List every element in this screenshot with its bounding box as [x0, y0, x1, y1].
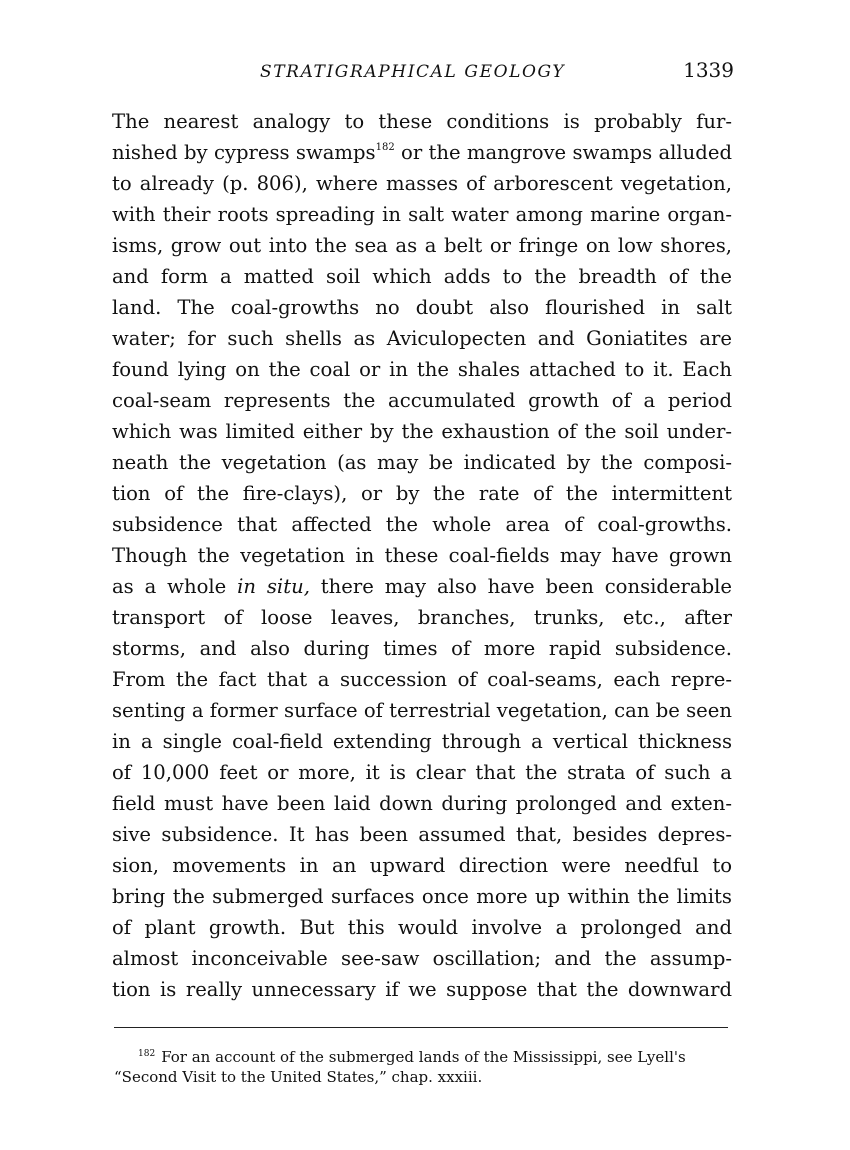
page-number: 1339 — [683, 58, 734, 82]
text-line: with their roots spreading in salt water among marine organ- — [112, 203, 732, 226]
text-line: tion is really unnecessary if we suppose that the downward — [112, 978, 732, 1001]
italic-phrase: in situ, — [237, 575, 310, 598]
text-line: in a single coal-field extending through a vertical thickness — [112, 730, 732, 753]
body-text — [112, 106, 732, 1005]
footnote-reference: 182 — [375, 142, 395, 153]
text-line: bring the submerged surfaces once more up within the limits — [112, 885, 732, 908]
text-line: isms, grow out into the sea as a belt or fringe on low shores, — [112, 234, 732, 257]
text-line: found lying on the coal or in the shales attached to it. Each — [112, 358, 732, 381]
text-line: land. The coal-growths no doubt also flourished in salt — [112, 296, 732, 319]
text-line: which was limited either by the exhaustion of the soil under- — [112, 420, 732, 443]
text-line: to already (p. 806), where masses of arborescent vegetation, — [112, 172, 732, 195]
footnote-rule — [114, 1027, 728, 1028]
text-line: nished by cypress swamps$^{182}$ or the mangrove swamps alluded — [112, 141, 732, 164]
footnote-line: $^{182}$ For an account of the submerged lands of the Mississippi, see Lyell's — [138, 1048, 686, 1066]
text-line: sive subsidence. It has been assumed that, besides depres- — [112, 823, 732, 846]
text-line: water; for such shells as Aviculopecten and Goniatites are — [112, 327, 732, 350]
footnote — [114, 1047, 734, 1087]
text-line: sion, movements in an upward direction were needful to — [112, 854, 732, 877]
text-line: neath the vegetation (as may be indicated by the composi- — [112, 451, 732, 474]
text-line: and form a matted soil which adds to the breadth of the — [112, 265, 732, 288]
text-line: senting a former surface of terrestrial vegetation, can be seen — [112, 699, 732, 722]
footnote-line: “Second Visit to the United States,” chap. xxxiii. — [114, 1068, 483, 1086]
text-line: almost inconceivable see-saw oscillation; and the assump- — [112, 947, 732, 970]
text-line: as a whole in situ, there may also have been considerable — [112, 575, 732, 598]
text-line: field must have been laid down during prolonged and exten- — [112, 792, 732, 815]
text-line: subsidence that affected the whole area of coal-growths. — [112, 513, 732, 536]
text-line: transport of loose leaves, branches, trunks, etc., after — [112, 606, 732, 629]
text-line: storms, and also during times of more rapid subsidence. — [112, 637, 732, 660]
running-head — [114, 58, 734, 88]
text-line: of plant growth. But this would involve a prolonged and — [112, 916, 732, 939]
text-line: tion of the fire-clays), or by the rate of the intermittent — [112, 482, 732, 505]
footnote-number: 182 — [138, 1049, 156, 1059]
text-line: of 10,000 feet or more, it is clear that the strata of such a — [112, 761, 732, 784]
text-line: From the fact that a succession of coal-seams, each repre- — [112, 668, 732, 691]
text-line: coal-seam represents the accumulated growth of a period — [112, 389, 732, 412]
running-title: STRATIGRAPHICAL GEOLOGY — [260, 62, 566, 82]
text-line: Though the vegetation in these coal-fields may have grown — [112, 544, 732, 567]
text-line: The nearest analogy to these conditions is probably fur- — [112, 110, 732, 133]
